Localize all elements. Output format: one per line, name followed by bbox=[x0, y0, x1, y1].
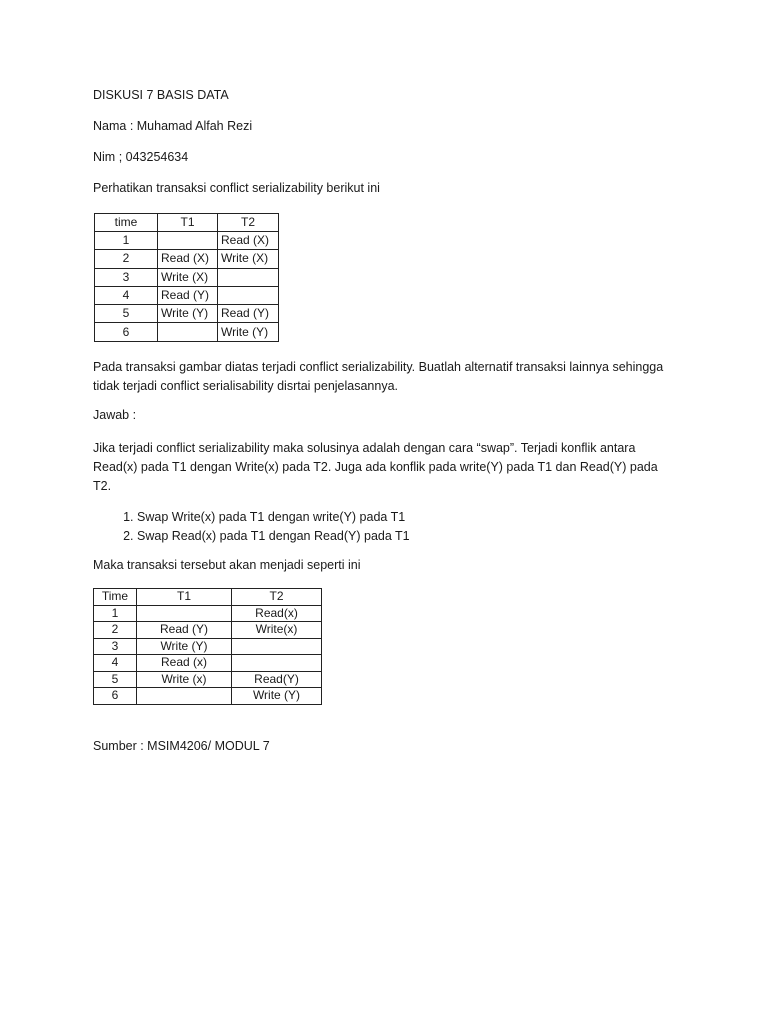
t1-cell: Read (Y) bbox=[137, 622, 232, 639]
table-row bbox=[94, 655, 322, 672]
table-header: T1 bbox=[158, 214, 218, 232]
table-header: time bbox=[95, 214, 158, 232]
t2-cell bbox=[218, 268, 279, 286]
time-cell: 6 bbox=[94, 688, 137, 705]
t1-cell: Write (Y) bbox=[137, 638, 232, 655]
table-header: Time bbox=[94, 589, 137, 606]
question-text: Pada transaksi gambar diatas terjadi conflict serializability. Buatlah alternatif transaksi lainnya sehingga tidak terjadi conflict serialisability disrtai penjelasannya. bbox=[93, 360, 664, 393]
student-nim: Nim ; 043254634 bbox=[93, 150, 189, 164]
time-cell: 1 bbox=[94, 605, 137, 622]
table-row bbox=[94, 688, 322, 705]
table-header: T1 bbox=[137, 589, 232, 606]
time-cell: 4 bbox=[95, 286, 158, 304]
swap-steps-list bbox=[113, 508, 410, 546]
t2-cell: Write (X) bbox=[218, 250, 279, 268]
time-cell: 3 bbox=[95, 268, 158, 286]
t1-cell: Read (Y) bbox=[158, 286, 218, 304]
answer-explanation: Jika terjadi conflict serializability maka solusinya adalah dengan cara “swap”. Terjadi konflik antara Read(x) pada T1 dengan Write(x) pada T2. Juga ada konflik pada write(Y) pada T1 dan Read(Y) pada T2. bbox=[93, 441, 658, 493]
time-cell: 6 bbox=[95, 323, 158, 341]
table-header: T2 bbox=[232, 589, 322, 606]
source-reference: Sumber : MSIM4206/ MODUL 7 bbox=[93, 739, 270, 753]
time-cell: 1 bbox=[95, 232, 158, 250]
table-header: T2 bbox=[218, 214, 279, 232]
t1-cell: Write (Y) bbox=[158, 305, 218, 323]
t2-cell: Write(x) bbox=[232, 622, 322, 639]
table-row bbox=[95, 323, 279, 341]
time-cell: 4 bbox=[94, 655, 137, 672]
t1-cell: Write (X) bbox=[158, 268, 218, 286]
t1-cell bbox=[158, 323, 218, 341]
answer-label: Jawab : bbox=[93, 408, 137, 422]
t2-cell: Read (X) bbox=[218, 232, 279, 250]
table-row bbox=[95, 286, 279, 304]
time-cell: 5 bbox=[95, 305, 158, 323]
table-row bbox=[95, 268, 279, 286]
table-row bbox=[95, 305, 279, 323]
t1-cell: Write (x) bbox=[137, 671, 232, 688]
t2-cell: Write (Y) bbox=[218, 323, 279, 341]
t1-cell bbox=[137, 605, 232, 622]
t2-cell: Read (Y) bbox=[218, 305, 279, 323]
question-intro: Perhatikan transaksi conflict serializability berikut ini bbox=[93, 181, 380, 195]
time-cell: 5 bbox=[94, 671, 137, 688]
table-row bbox=[95, 250, 279, 268]
document-title: DISKUSI 7 BASIS DATA bbox=[93, 88, 229, 102]
conflict-schedule-table bbox=[94, 213, 279, 342]
table-row bbox=[94, 638, 322, 655]
table-row bbox=[94, 671, 322, 688]
student-name: Nama : Muhamad Alfah Rezi bbox=[93, 119, 253, 133]
t2-cell: Write (Y) bbox=[232, 688, 322, 705]
t1-cell: Read (X) bbox=[158, 250, 218, 268]
t2-cell bbox=[232, 638, 322, 655]
time-cell: 2 bbox=[95, 250, 158, 268]
t2-cell bbox=[232, 655, 322, 672]
time-cell: 3 bbox=[94, 638, 137, 655]
t2-cell: Read(x) bbox=[232, 605, 322, 622]
t1-cell bbox=[137, 688, 232, 705]
table-row bbox=[94, 622, 322, 639]
t1-cell: Read (x) bbox=[137, 655, 232, 672]
table-row bbox=[94, 605, 322, 622]
t2-cell: Read(Y) bbox=[232, 671, 322, 688]
time-cell: 2 bbox=[94, 622, 137, 639]
list-item: 2. Swap Read(x) pada T1 dengan Read(Y) pada T1 bbox=[137, 527, 410, 546]
result-intro: Maka transaksi tersebut akan menjadi seperti ini bbox=[93, 558, 361, 572]
t2-cell bbox=[218, 286, 279, 304]
table-row bbox=[95, 232, 279, 250]
list-item: 1. Swap Write(x) pada T1 dengan write(Y) pada T1 bbox=[137, 508, 410, 527]
result-schedule-table bbox=[93, 588, 322, 705]
t1-cell bbox=[158, 232, 218, 250]
